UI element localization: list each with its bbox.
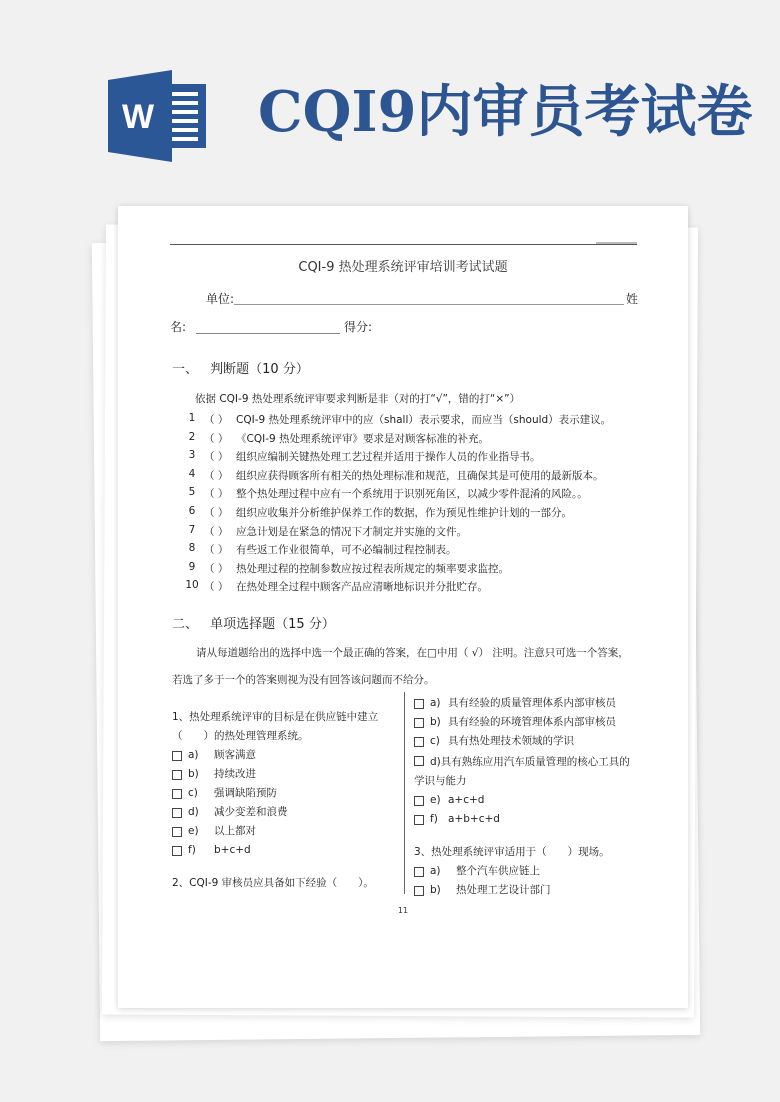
answer-blank[interactable]: （ ） xyxy=(204,562,229,575)
section1-instruction: 依据 CQI-9 热处理系统评审要求判断是非（对的打“√”，错的打“×”） xyxy=(195,393,521,405)
answer-blank[interactable]: （ ） xyxy=(204,525,229,538)
answer-blank[interactable]: （ ） xyxy=(204,581,229,594)
unit-label: 单位: xyxy=(206,292,235,306)
tf-item xyxy=(182,468,611,487)
choice-column-left xyxy=(172,708,402,893)
checkbox-icon[interactable] xyxy=(414,815,424,825)
q3-option-a[interactable] xyxy=(414,862,636,881)
section1-title: 判断题（10 分） xyxy=(210,362,309,377)
item-text: 热处理过程的控制参数应按过程表所规定的频率要求监控。 xyxy=(236,562,509,575)
option-label: f) xyxy=(430,813,438,825)
item-number: 10 xyxy=(185,579,199,592)
item-number: 9 xyxy=(188,560,196,573)
section1-number: 一、 xyxy=(172,362,199,377)
q1-option-f[interactable] xyxy=(172,841,402,860)
tf-item xyxy=(182,524,611,543)
checkbox-icon[interactable] xyxy=(172,827,182,837)
checkbox-icon[interactable] xyxy=(172,770,182,780)
option-text: 顾客满意 xyxy=(214,749,256,761)
unit-underline xyxy=(234,304,624,305)
tf-item xyxy=(182,412,611,431)
option-text: 具有热处理技术领域的学识 xyxy=(448,735,574,747)
item-text: 应急计划是在紧急的情况下才制定并实施的文件。 xyxy=(236,525,467,538)
checkbox-icon[interactable] xyxy=(172,846,182,856)
option-label: b) xyxy=(430,716,441,728)
item-number: 1 xyxy=(188,412,196,424)
item-number: 8 xyxy=(188,542,196,555)
section2-instruction: 请从每道题给出的选择中选一个最正确的答案，在□中用（ √） 注明。注意只可选一个答案，若选了多于一个的答案则视为没有回答该问题而不给分。 xyxy=(172,647,629,686)
checkbox-icon[interactable] xyxy=(172,751,182,761)
true-false-list xyxy=(182,412,611,598)
option-text: 持续改进 xyxy=(214,768,256,780)
checkbox-icon[interactable] xyxy=(414,756,424,766)
option-text: 整个汽车供应链上 xyxy=(456,865,540,877)
q2-option-f[interactable] xyxy=(414,810,636,829)
option-text: 热处理工艺设计部门 xyxy=(456,884,551,896)
option-label: e) xyxy=(188,825,199,837)
item-text: 《CQI-9 热处理系统评审》要求是对顾客标准的补充。 xyxy=(236,432,489,445)
checkbox-icon[interactable] xyxy=(172,808,182,818)
checkbox-icon[interactable] xyxy=(172,789,182,799)
q2-option-b[interactable] xyxy=(414,713,636,732)
tf-item xyxy=(182,505,611,524)
answer-blank[interactable]: （ ） xyxy=(204,414,229,426)
column-divider xyxy=(404,692,405,894)
option-label: f) xyxy=(188,844,196,856)
item-text: 整个热处理过程中应有一个系统用于识别死角区，以减少零件混淆的风险。。 xyxy=(236,488,588,501)
q3-option-b[interactable] xyxy=(414,881,636,900)
page-number: 11 xyxy=(397,906,409,915)
item-text: CQI-9 热处理系统评审中的应（shall）表示要求，而应当（should）表示建议。 xyxy=(236,414,612,426)
q1-option-c[interactable] xyxy=(172,784,402,803)
option-label: a) xyxy=(430,865,441,877)
banner-title: CQI9内审员考试卷 xyxy=(258,79,753,145)
option-label: b) xyxy=(430,884,441,896)
option-label: e) xyxy=(430,794,441,806)
item-number: 4 xyxy=(188,467,196,480)
header-rule-accent xyxy=(596,242,637,244)
q1-option-a[interactable] xyxy=(172,746,402,765)
q1-option-d[interactable] xyxy=(172,803,402,822)
header-rule xyxy=(170,244,637,245)
section1-heading xyxy=(172,358,309,377)
tf-item xyxy=(182,561,611,580)
option-label: c) xyxy=(188,787,198,799)
answer-blank[interactable]: （ ） xyxy=(204,451,229,464)
option-label: a) xyxy=(430,697,441,709)
name-field-row xyxy=(170,318,373,335)
name-label: 名: xyxy=(170,320,187,334)
q1-option-e[interactable] xyxy=(172,822,402,841)
option-label: a) xyxy=(188,749,199,761)
option-label: c) xyxy=(430,735,440,747)
q2-option-d[interactable] xyxy=(414,751,636,791)
section2-number: 二、 xyxy=(172,617,199,632)
answer-blank[interactable]: （ ） xyxy=(204,432,229,445)
document-title: CQI-9 热处理系统评审培训考试试题 xyxy=(298,260,508,275)
q1-stem-line1: 1、热处理系统评审的目标是在供应链中建立 xyxy=(172,711,379,723)
item-number: 6 xyxy=(188,504,196,517)
answer-blank[interactable]: （ ） xyxy=(204,469,229,482)
item-number: 2 xyxy=(188,430,196,443)
tf-item xyxy=(182,486,611,505)
checkbox-icon[interactable] xyxy=(414,699,424,709)
option-text: a+c+d xyxy=(448,794,485,806)
checkbox-icon[interactable] xyxy=(414,867,424,877)
q1-stem-line2: （ ）的热处理管理系统。 xyxy=(172,730,309,742)
checkbox-icon[interactable] xyxy=(414,737,424,747)
item-text: 组织应收集并分析维护保养工作的数据，作为预见性维护计划的一部分。 xyxy=(236,506,572,519)
score-label: 得分: xyxy=(344,320,373,334)
option-text: 具有熟练应用汽车质量管理的核心工具的学识与能力 xyxy=(414,756,630,787)
q2-option-e[interactable] xyxy=(414,791,636,810)
choice-column-right xyxy=(414,694,636,900)
surname-label: 姓 xyxy=(626,292,639,306)
document-page xyxy=(118,206,688,1008)
q2-stem: 2、CQI-9 审核员应具备如下经验（ ）。 xyxy=(172,877,374,889)
item-text: 在热处理全过程中顾客产品应清晰地标识并分批贮存。 xyxy=(236,581,488,594)
tf-item xyxy=(182,431,611,450)
option-label: b) xyxy=(188,768,199,780)
q1-option-b[interactable] xyxy=(172,765,402,784)
option-text: 具有经验的环境管理体系内部审核员 xyxy=(448,716,616,728)
tf-item xyxy=(182,579,611,598)
unit-field-row xyxy=(206,290,638,307)
section2-heading xyxy=(172,613,335,632)
tf-item xyxy=(182,449,611,468)
section2-title: 单项选择题（15 分） xyxy=(210,617,335,632)
option-text: 以上都对 xyxy=(214,825,256,837)
q2-option-c[interactable] xyxy=(414,732,636,751)
svg-text:W: W xyxy=(121,98,155,136)
checkbox-icon[interactable] xyxy=(414,718,424,728)
tf-item xyxy=(182,542,611,561)
option-text: 减少变差和浪费 xyxy=(214,806,288,818)
item-number: 3 xyxy=(188,449,196,462)
checkbox-icon[interactable] xyxy=(414,886,424,896)
option-text: a+b+c+d xyxy=(448,813,500,825)
item-number: 7 xyxy=(188,523,196,536)
item-text: 组织应获得顾客所有相关的热处理标准和规范，且确保其是可使用的最新版本。 xyxy=(236,469,604,482)
name-underline xyxy=(196,333,340,334)
checkbox-icon[interactable] xyxy=(414,796,424,806)
option-text: 具有经验的质量管理体系内部审核员 xyxy=(448,697,616,709)
option-text: 强调缺陷预防 xyxy=(214,787,277,799)
option-label: d) xyxy=(188,806,199,818)
item-number: 5 xyxy=(188,486,196,499)
q3-stem: 3、热处理系统评审适用于（ ）现场。 xyxy=(414,846,610,858)
q2-option-a[interactable] xyxy=(414,694,636,713)
item-text: 组织应编制关键热处理工艺过程并适用于操作人员的作业指导书。 xyxy=(236,451,541,464)
word-icon xyxy=(108,70,208,162)
option-label: d) xyxy=(430,756,441,768)
answer-blank[interactable]: （ ） xyxy=(204,488,229,501)
option-text: b+c+d xyxy=(214,844,251,856)
answer-blank[interactable]: （ ） xyxy=(204,506,229,519)
item-text: 有些返工作业很简单，可不必编制过程控制表。 xyxy=(236,544,457,557)
answer-blank[interactable]: （ ） xyxy=(204,544,229,557)
